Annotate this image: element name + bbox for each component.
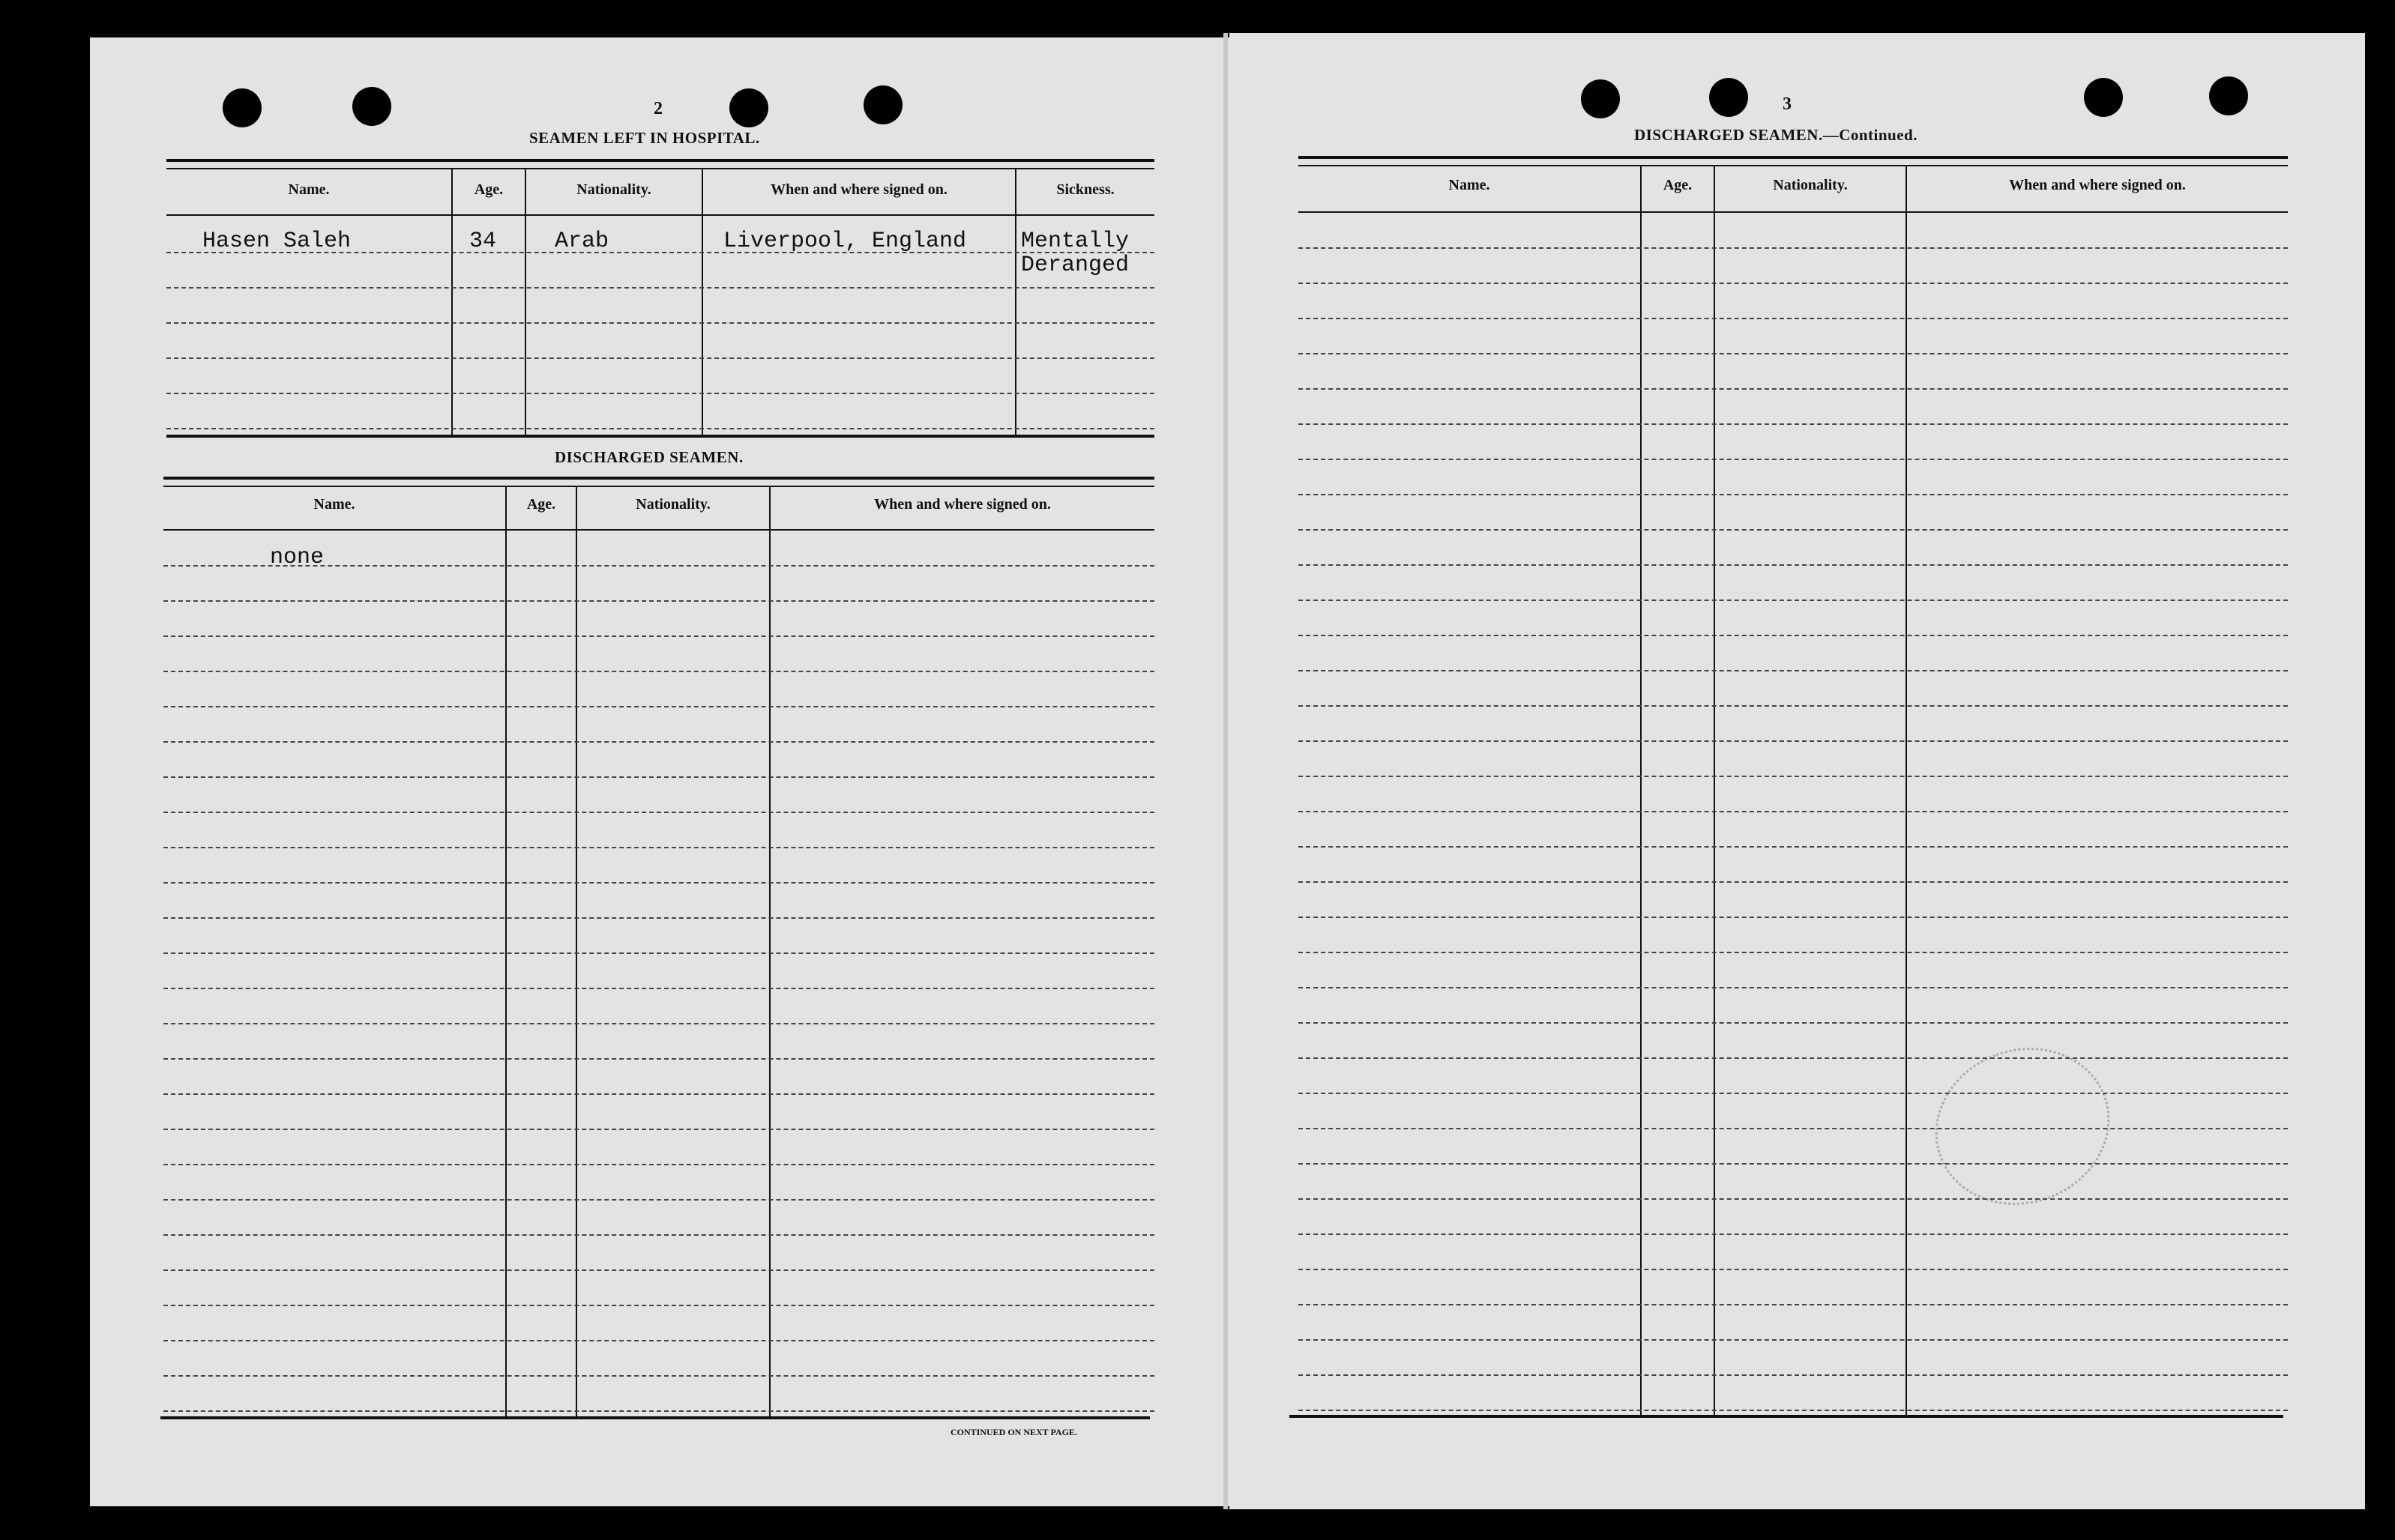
- punch-hole: [729, 88, 768, 127]
- ruled-line: [163, 1058, 1154, 1060]
- ruled-line: [163, 882, 1154, 884]
- page-number: 2: [654, 99, 663, 118]
- entry-none: none: [270, 545, 325, 570]
- column-divider: [505, 487, 507, 1416]
- ruled-line: [163, 1234, 1154, 1236]
- ruled-line: [1298, 846, 2288, 848]
- discharged-continued-title: DISCHARGED SEAMEN.—Continued.: [1634, 126, 1917, 144]
- column-divider: [769, 487, 771, 1416]
- table-top-rule: [163, 477, 1154, 480]
- ruled-line: [1298, 600, 2288, 601]
- table-top-rule: [163, 486, 1154, 487]
- entry-age: 34: [469, 229, 497, 254]
- ruled-line: [163, 847, 1154, 848]
- ruled-line: [163, 952, 1154, 954]
- ruled-line: [163, 1410, 1154, 1412]
- ruled-line: [1298, 635, 2288, 636]
- hospital-section-title: SEAMEN LEFT IN HOSPITAL.: [529, 129, 760, 147]
- ruled-line: [1298, 740, 2288, 742]
- ruled-line: [1298, 388, 2288, 390]
- ruled-line: [163, 812, 1154, 813]
- ruled-line: [1298, 1128, 2288, 1129]
- right-page: [1229, 33, 2365, 1509]
- ruled-line: [1298, 423, 2288, 425]
- header-rule: [1298, 211, 2288, 213]
- ruled-line: [1298, 1339, 2288, 1341]
- column-header-name: Name.: [288, 181, 330, 198]
- continued-note: CONTINUED ON NEXT PAGE.: [951, 1427, 1077, 1437]
- table-bottom-rule: [166, 435, 1154, 438]
- ruled-line: [163, 706, 1154, 707]
- ruled-line: [1298, 1269, 2288, 1270]
- entry-nationality: Arab: [555, 229, 609, 254]
- ruled-line: [163, 1340, 1154, 1341]
- column-header-name: Name.: [313, 496, 355, 513]
- table-top-rule: [166, 159, 1154, 162]
- ruled-line: [163, 988, 1154, 989]
- ruled-line: [163, 1375, 1154, 1377]
- ruled-line: [1298, 564, 2288, 566]
- ruled-line: [163, 1093, 1154, 1095]
- ruled-line: [1298, 952, 2288, 953]
- header-rule: [166, 214, 1154, 216]
- column-header-signed-on: When and where signed on.: [771, 181, 948, 198]
- table-top-rule: [166, 168, 1154, 169]
- ruled-line: [1298, 283, 2288, 284]
- punch-hole: [223, 88, 262, 127]
- ruled-line: [163, 565, 1154, 567]
- discharged-section-title: DISCHARGED SEAMEN.: [555, 448, 744, 466]
- ruled-line: [163, 1305, 1154, 1306]
- column-header-age: Age.: [1663, 177, 1693, 193]
- column-divider: [1015, 169, 1016, 435]
- punch-hole: [2084, 78, 2123, 117]
- ruled-line: [166, 322, 1154, 324]
- column-header-sickness: Sickness.: [1056, 181, 1115, 198]
- column-divider: [451, 169, 453, 435]
- ruled-line: [1298, 494, 2288, 495]
- table-top-rule: [1298, 165, 2288, 166]
- column-header-name: Name.: [1448, 177, 1490, 193]
- ruled-line: [1298, 705, 2288, 707]
- ruled-line: [1298, 353, 2288, 354]
- page-fold: [1223, 33, 1228, 1509]
- table-bottom-rule: [160, 1416, 1150, 1419]
- column-header-nationality: Nationality.: [1773, 177, 1848, 193]
- header-rule: [163, 529, 1154, 531]
- ruled-line: [1298, 881, 2288, 883]
- ruled-line: [163, 776, 1154, 778]
- column-header-age: Age.: [474, 181, 504, 198]
- ruled-line: [163, 635, 1154, 637]
- ruled-line: [1298, 1057, 2288, 1059]
- ruled-line: [1298, 776, 2288, 777]
- ruled-line: [1298, 811, 2288, 812]
- ruled-line: [166, 393, 1154, 394]
- ruled-line: [1298, 1022, 2288, 1024]
- column-divider: [525, 169, 526, 435]
- column-header-age: Age.: [526, 496, 556, 513]
- column-header-nationality: Nationality.: [636, 496, 711, 513]
- punch-hole: [352, 87, 391, 126]
- entry-signed-on: Liverpool, England: [723, 229, 967, 254]
- ruled-line: [1298, 1093, 2288, 1094]
- punch-hole: [2209, 76, 2248, 115]
- ruled-line: [166, 252, 1154, 253]
- ruled-line: [1298, 987, 2288, 988]
- column-header-signed-on: When and where signed on.: [874, 496, 1051, 513]
- ruled-line: [1298, 1410, 2288, 1411]
- column-divider: [702, 169, 703, 435]
- ruled-line: [163, 1129, 1154, 1130]
- ruled-line: [163, 741, 1154, 743]
- ruled-line: [1298, 318, 2288, 319]
- entry-sickness: Mentally Deranged: [1021, 229, 1130, 278]
- table-bottom-rule: [1289, 1415, 2283, 1418]
- ruled-line: [163, 671, 1154, 672]
- punch-hole: [864, 85, 903, 124]
- ruled-line: [1298, 459, 2288, 460]
- column-divider: [576, 487, 577, 1416]
- ruled-line: [166, 357, 1154, 359]
- ruled-line: [1298, 917, 2288, 918]
- ruled-line: [163, 917, 1154, 919]
- ruled-line: [1298, 529, 2288, 531]
- ruled-line: [1298, 1163, 2288, 1165]
- entry-name: Hasen Saleh: [202, 229, 352, 254]
- ruled-line: [163, 600, 1154, 602]
- column-header-signed-on: When and where signed on.: [2009, 177, 2186, 193]
- ruled-line: [1298, 1374, 2288, 1376]
- ruled-line: [163, 1269, 1154, 1271]
- ruled-line: [1298, 670, 2288, 671]
- ruled-line: [163, 1023, 1154, 1024]
- punch-hole: [1581, 79, 1620, 118]
- ruled-line: [166, 287, 1154, 289]
- ruled-line: [1298, 1233, 2288, 1235]
- column-header-nationality: Nationality.: [576, 181, 651, 198]
- ruled-line: [1298, 247, 2288, 249]
- ruled-line: [1298, 1304, 2288, 1305]
- table-top-rule: [1298, 156, 2288, 159]
- ruled-line: [1298, 1198, 2288, 1200]
- punch-hole: [1709, 78, 1748, 117]
- ruled-line: [163, 1199, 1154, 1201]
- ruled-line: [166, 428, 1154, 429]
- ruled-line: [163, 1164, 1154, 1165]
- page-number: 3: [1783, 94, 1792, 114]
